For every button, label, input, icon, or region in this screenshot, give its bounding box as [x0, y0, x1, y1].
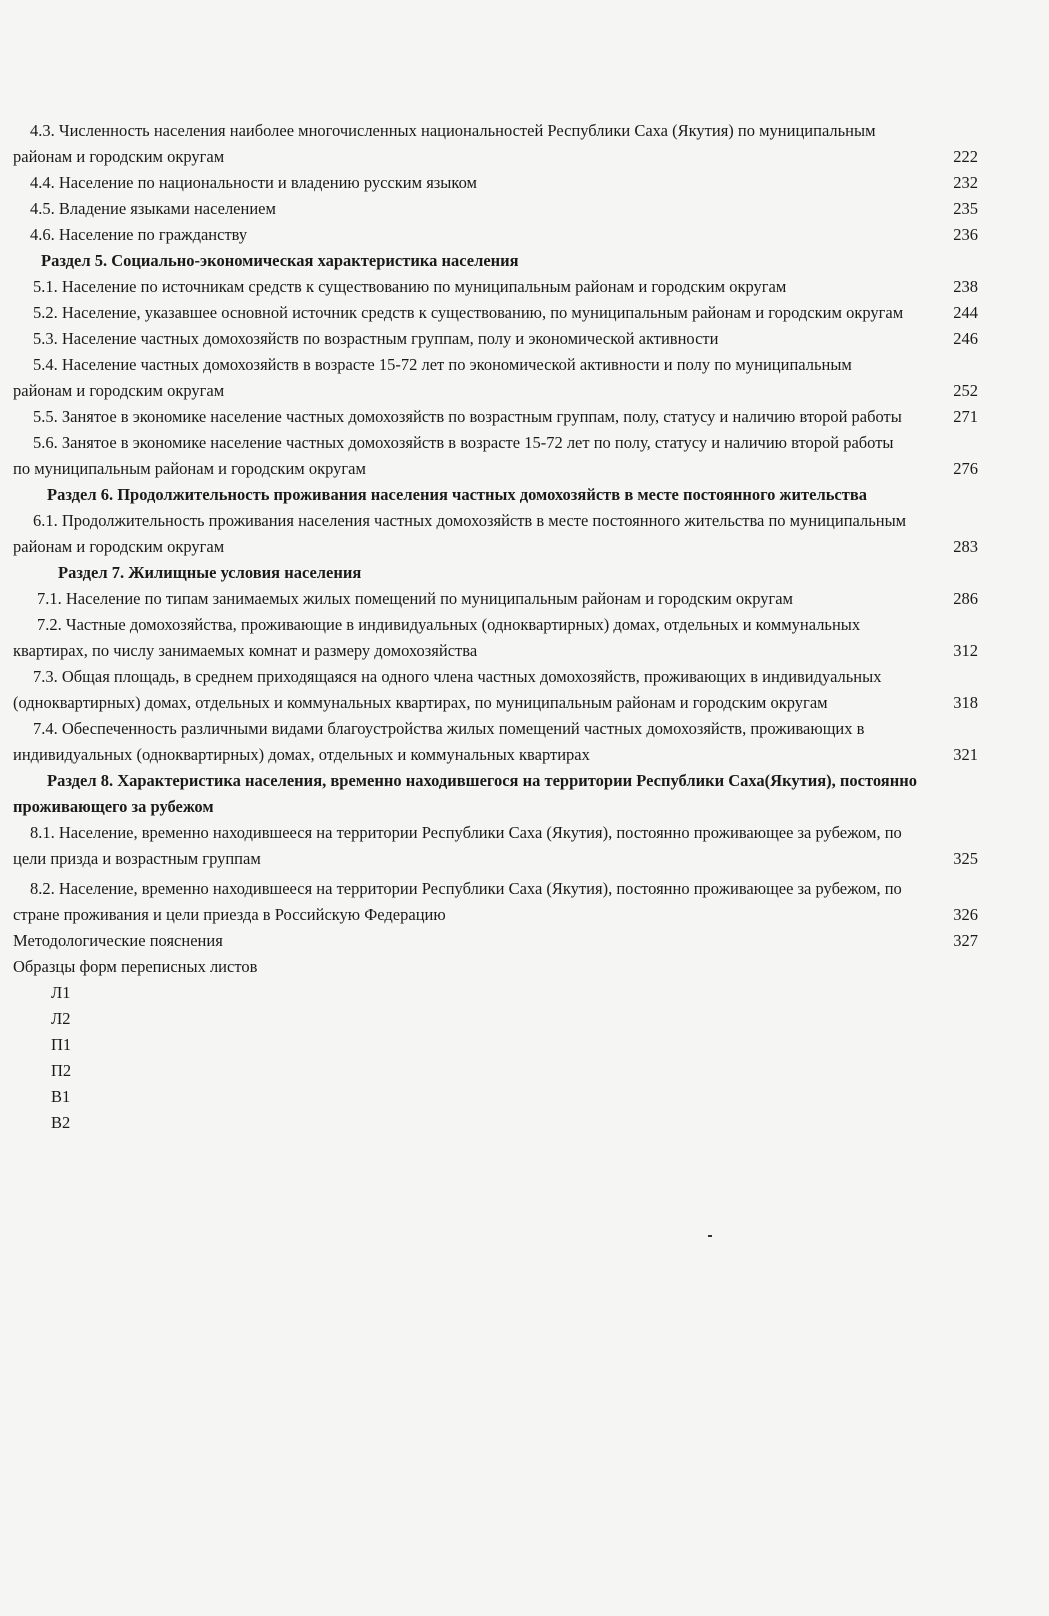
form-item: Л1: [51, 983, 71, 1002]
section-heading: Раздел 5. Социально-экономическая характеристика населения: [41, 251, 519, 270]
toc-entry-page: 283: [953, 537, 978, 556]
toc-entry: [13, 170, 988, 196]
toc-entry-page: 286: [953, 589, 978, 608]
toc-entry-title: 6.1. Продолжительность проживания населения частных домохозяйств в месте постоянного жительства по муниципальным районам и городским округам: [13, 511, 907, 556]
scan-speck: [708, 1235, 712, 1237]
section-heading: Раздел 6. Продолжительность проживания населения частных домохозяйств в месте постоянного жительства: [47, 485, 868, 504]
toc-entry: [13, 352, 988, 404]
toc-entry-page: 252: [953, 381, 978, 400]
toc-entry: [13, 326, 988, 352]
toc-entry-page: 327: [953, 931, 978, 950]
toc-entry-page: 271: [953, 407, 978, 426]
toc-entry-title: 8.2. Население, временно находившееся на территории Республики Саха (Якутия), постоянно проживающее за рубежом, по стране проживания и цели приезда в Российскую Федерацию: [13, 879, 902, 924]
form-item: В2: [51, 1113, 71, 1132]
toc-entry: [13, 954, 988, 980]
form-item: П1: [51, 1035, 72, 1054]
toc-entry: [13, 430, 988, 482]
toc-entry: [13, 820, 988, 872]
toc-entry-page: 238: [953, 277, 978, 296]
toc-entry-page: 236: [953, 225, 978, 244]
toc-entry-title: 5.5. Занятое в экономике население частных домохозяйств по возрастным группам, полу, статусу и наличию второй работы: [33, 407, 902, 426]
toc-entry-page: 232: [953, 173, 978, 192]
toc-entry-title: 7.2. Частные домохозяйства, проживающие в индивидуальных (одноквартирных) домах, отдельных и коммунальных квартирах, по числу занимаемых комнат и размеру домохозяйства: [13, 615, 861, 660]
section-heading: Раздел 8. Характеристика населения, временно находившегося на территории Республики Саха(Якутия), постоянно проживающего за рубежом: [13, 771, 917, 816]
form-item: Л2: [51, 1009, 71, 1028]
toc-entry: [13, 274, 988, 300]
toc-entry: [13, 716, 988, 768]
toc-entry-title: 7.3. Общая площадь, в среднем приходящаяся на одного члена частных домохозяйств, проживающих в индивидуальных (одноквартирных) домах, отдельных и коммунальных квартирах, по муниципальным районам и городским округам: [13, 667, 882, 712]
toc-entry: [13, 612, 988, 664]
toc-entry-title: 4.4. Население по национальности и владению русским языком: [30, 173, 477, 192]
toc-entry-title: 5.3. Население частных домохозяйств по возрастным группам, полу и экономической активности: [33, 329, 719, 348]
toc-entry-page: 246: [953, 329, 978, 348]
toc-entry-page: 318: [953, 693, 978, 712]
toc-entry-title: 4.3. Численность населения наиболее многочисленных национальностей Республики Саха (Якутия) по муниципальным районам и городским округам: [13, 121, 876, 166]
toc-entry: [13, 300, 988, 326]
toc-entry-page: 312: [953, 641, 978, 660]
toc-entry: [13, 222, 988, 248]
form-item: В1: [51, 1087, 71, 1106]
toc-entry-title: 5.1. Население по источникам средств к существованию по муниципальным районам и городским округам: [33, 277, 787, 296]
toc-entry: [13, 196, 988, 222]
toc-entry-title: 4.6. Население по гражданству: [30, 225, 248, 244]
toc-entry: [13, 404, 988, 430]
toc-entry: [13, 586, 988, 612]
toc-entry-page: 325: [953, 849, 978, 868]
toc-entry-page: 326: [953, 905, 978, 924]
toc-entry: [13, 928, 988, 954]
toc-entry-title: 5.6. Занятое в экономике население частных домохозяйств в возрасте 15-72 лет по полу, статусу и наличию второй работы по муниципальным районам и городским округам: [13, 433, 894, 478]
toc-entry-title: 7.4. Обеспеченность различными видами благоустройства жилых помещений частных домохозяйств, проживающих в индивидуальных (одноквартирных) домах, отдельных и коммунальных квартирах: [13, 719, 865, 764]
table-of-contents: [13, 118, 988, 1136]
toc-entry-title: 4.5. Владение языками населением: [30, 199, 276, 218]
toc-entry-page: 276: [953, 459, 978, 478]
form-item: П2: [51, 1061, 72, 1080]
toc-entry-page: 235: [953, 199, 978, 218]
toc-entry-page: 321: [953, 745, 978, 764]
toc-entry: [13, 876, 988, 928]
toc-entry-page: 222: [953, 147, 978, 166]
toc-entry-title: Образцы форм переписных листов: [13, 957, 258, 976]
toc-entry-title: 5.2. Население, указавшее основной источник средств к существованию, по муниципальным районам и городским округам: [33, 303, 904, 322]
toc-entry-title: 8.1. Население, временно находившееся на территории Республики Саха (Якутия), постоянно проживающее за рубежом, по цели призда и возрастным группам: [13, 823, 902, 868]
toc-entry-title: Методологические пояснения: [13, 931, 223, 950]
toc-entry: [13, 664, 988, 716]
section-heading: Раздел 7. Жилищные условия населения: [58, 563, 362, 582]
toc-entry-title: 7.1. Население по типам занимаемых жилых помещений по муниципальным районам и городским округам: [37, 589, 794, 608]
toc-entry-title: 5.4. Население частных домохозяйств в возрасте 15-72 лет по экономической активности и полу по муниципальным районам и городским округам: [13, 355, 852, 400]
form-list: [13, 980, 988, 1136]
toc-entry: [13, 118, 988, 170]
toc-entry-page: 244: [953, 303, 978, 322]
toc-entry: [13, 508, 988, 560]
